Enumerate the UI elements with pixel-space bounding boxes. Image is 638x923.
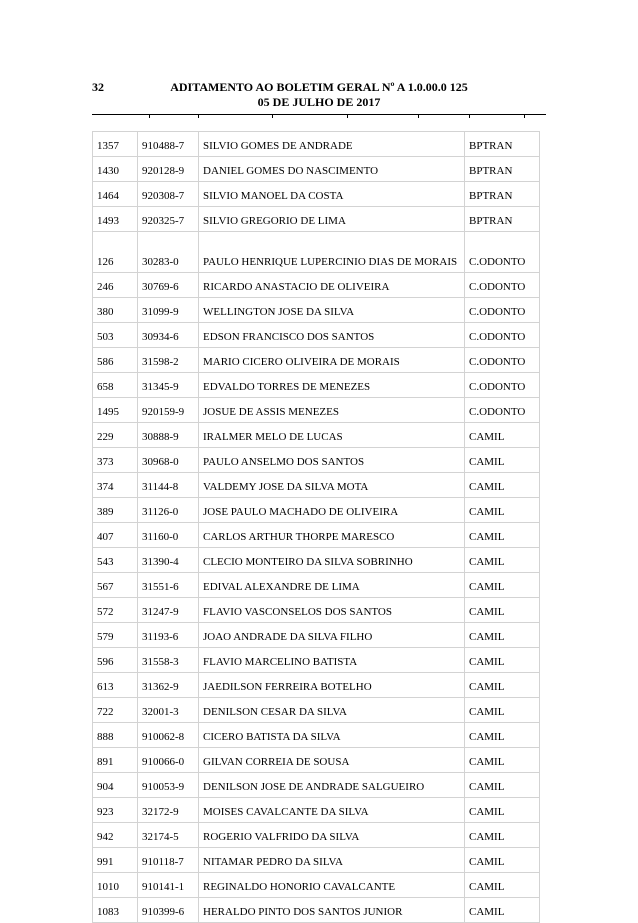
- table-row: [93, 423, 540, 448]
- person-name: PAULO HENRIQUE LUPERCINIO DIAS DE MORAIS: [199, 232, 465, 273]
- unit: BPTRAN: [465, 132, 540, 157]
- table-row: [93, 182, 540, 207]
- row-number: 1464: [93, 182, 138, 207]
- person-name: WELLINGTON JOSE DA SILVA: [199, 298, 465, 323]
- row-number: 380: [93, 298, 138, 323]
- personnel-table: [92, 131, 540, 923]
- row-number: 596: [93, 648, 138, 673]
- person-name: SILVIO GREGORIO DE LIMA: [199, 207, 465, 232]
- table-row: [93, 648, 540, 673]
- table-row: [93, 448, 540, 473]
- registration-number: 920128-9: [138, 157, 199, 182]
- row-number: 923: [93, 798, 138, 823]
- unit: CAMIL: [465, 548, 540, 573]
- person-name: PAULO ANSELMO DOS SANTOS: [199, 448, 465, 473]
- table-row: [93, 373, 540, 398]
- table-row: [93, 523, 540, 548]
- table-row: [93, 298, 540, 323]
- row-number: 888: [93, 723, 138, 748]
- unit: CAMIL: [465, 798, 540, 823]
- unit: BPTRAN: [465, 207, 540, 232]
- person-name: RICARDO ANASTACIO DE OLIVEIRA: [199, 273, 465, 298]
- row-number: 126: [93, 232, 138, 273]
- row-number: 1010: [93, 873, 138, 898]
- registration-number: 910062-8: [138, 723, 199, 748]
- table-row: [93, 598, 540, 623]
- person-name: EDVALDO TORRES DE MENEZES: [199, 373, 465, 398]
- table-row: [93, 623, 540, 648]
- person-name: HERALDO PINTO DOS SANTOS JUNIOR: [199, 898, 465, 923]
- person-name: MARIO CICERO OLIVEIRA DE MORAIS: [199, 348, 465, 373]
- registration-number: 920325-7: [138, 207, 199, 232]
- document-title: [92, 80, 546, 110]
- unit: C.ODONTO: [465, 348, 540, 373]
- unit: CAMIL: [465, 848, 540, 873]
- table-row: [93, 848, 540, 873]
- registration-number: 31193-6: [138, 623, 199, 648]
- unit: CAMIL: [465, 773, 540, 798]
- registration-number: 31551-6: [138, 573, 199, 598]
- person-name: JOSUE DE ASSIS MENEZES: [199, 398, 465, 423]
- page-number: 32: [92, 80, 104, 94]
- row-number: 389: [93, 498, 138, 523]
- header-divider-ticks: [92, 114, 546, 118]
- unit: CAMIL: [465, 648, 540, 673]
- row-number: 1083: [93, 898, 138, 923]
- registration-number: 31598-2: [138, 348, 199, 373]
- table-row: [93, 157, 540, 182]
- row-number: 503: [93, 323, 138, 348]
- unit: C.ODONTO: [465, 273, 540, 298]
- registration-number: 30934-6: [138, 323, 199, 348]
- title-line-1: ADITAMENTO AO BOLETIM GERAL Nº A 1.0.00.0 125: [170, 80, 468, 94]
- person-name: GILVAN CORREIA DE SOUSA: [199, 748, 465, 773]
- row-number: 373: [93, 448, 138, 473]
- table-row: [93, 232, 540, 273]
- person-name: SILVIO GOMES DE ANDRADE: [199, 132, 465, 157]
- registration-number: 910066-0: [138, 748, 199, 773]
- unit: CAMIL: [465, 723, 540, 748]
- person-name: CLECIO MONTEIRO DA SILVA SOBRINHO: [199, 548, 465, 573]
- unit: CAMIL: [465, 673, 540, 698]
- registration-number: 30888-9: [138, 423, 199, 448]
- unit: CAMIL: [465, 623, 540, 648]
- person-name: ROGERIO VALFRIDO DA SILVA: [199, 823, 465, 848]
- registration-number: 920159-9: [138, 398, 199, 423]
- table-row: [93, 823, 540, 848]
- row-number: 722: [93, 698, 138, 723]
- row-number: 1430: [93, 157, 138, 182]
- person-name: JOAO ANDRADE DA SILVA FILHO: [199, 623, 465, 648]
- registration-number: 910053-9: [138, 773, 199, 798]
- unit: CAMIL: [465, 423, 540, 448]
- row-number: 374: [93, 473, 138, 498]
- registration-number: 31362-9: [138, 673, 199, 698]
- person-name: FLAVIO MARCELINO BATISTA: [199, 648, 465, 673]
- row-number: 942: [93, 823, 138, 848]
- personnel-table-body: [93, 132, 540, 923]
- person-name: EDIVAL ALEXANDRE DE LIMA: [199, 573, 465, 598]
- unit: CAMIL: [465, 873, 540, 898]
- person-name: CARLOS ARTHUR THORPE MARESCO: [199, 523, 465, 548]
- title-line-2: 05 DE JULHO DE 2017: [257, 95, 381, 109]
- row-number: 567: [93, 573, 138, 598]
- row-number: 1495: [93, 398, 138, 423]
- table-row: [93, 698, 540, 723]
- unit: CAMIL: [465, 523, 540, 548]
- table-row: [93, 473, 540, 498]
- unit: BPTRAN: [465, 157, 540, 182]
- registration-number: 32001-3: [138, 698, 199, 723]
- registration-number: 30283-0: [138, 232, 199, 273]
- unit: C.ODONTO: [465, 398, 540, 423]
- row-number: 543: [93, 548, 138, 573]
- registration-number: 910399-6: [138, 898, 199, 923]
- registration-number: 910118-7: [138, 848, 199, 873]
- row-number: 904: [93, 773, 138, 798]
- table-row: [93, 498, 540, 523]
- registration-number: 31247-9: [138, 598, 199, 623]
- registration-number: 31160-0: [138, 523, 199, 548]
- registration-number: 30968-0: [138, 448, 199, 473]
- unit: C.ODONTO: [465, 373, 540, 398]
- registration-number: 31099-9: [138, 298, 199, 323]
- table-row: [93, 398, 540, 423]
- unit: C.ODONTO: [465, 323, 540, 348]
- row-number: 1357: [93, 132, 138, 157]
- table-row: [93, 132, 540, 157]
- registration-number: 910488-7: [138, 132, 199, 157]
- unit: CAMIL: [465, 573, 540, 598]
- table-row: [93, 548, 540, 573]
- person-name: EDSON FRANCISCO DOS SANTOS: [199, 323, 465, 348]
- table-row: [93, 207, 540, 232]
- person-name: DENILSON CESAR DA SILVA: [199, 698, 465, 723]
- unit: CAMIL: [465, 698, 540, 723]
- table-row: [93, 773, 540, 798]
- unit: CAMIL: [465, 498, 540, 523]
- person-name: REGINALDO HONORIO CAVALCANTE: [199, 873, 465, 898]
- registration-number: 920308-7: [138, 182, 199, 207]
- registration-number: 31144-8: [138, 473, 199, 498]
- table-row: [93, 873, 540, 898]
- person-name: DANIEL GOMES DO NASCIMENTO: [199, 157, 465, 182]
- person-name: IRALMER MELO DE LUCAS: [199, 423, 465, 448]
- table-row: [93, 898, 540, 923]
- row-number: 579: [93, 623, 138, 648]
- unit: C.ODONTO: [465, 298, 540, 323]
- unit: CAMIL: [465, 898, 540, 923]
- row-number: 407: [93, 523, 138, 548]
- registration-number: 32174-5: [138, 823, 199, 848]
- registration-number: 31345-9: [138, 373, 199, 398]
- table-row: [93, 798, 540, 823]
- row-number: 891: [93, 748, 138, 773]
- person-name: DENILSON JOSE DE ANDRADE SALGUEIRO: [199, 773, 465, 798]
- person-name: MOISES CAVALCANTE DA SILVA: [199, 798, 465, 823]
- row-number: 246: [93, 273, 138, 298]
- person-name: SILVIO MANOEL DA COSTA: [199, 182, 465, 207]
- registration-number: 30769-6: [138, 273, 199, 298]
- person-name: NITAMAR PEDRO DA SILVA: [199, 848, 465, 873]
- person-name: JOSE PAULO MACHADO DE OLIVEIRA: [199, 498, 465, 523]
- registration-number: 31390-4: [138, 548, 199, 573]
- unit: BPTRAN: [465, 182, 540, 207]
- person-name: CICERO BATISTA DA SILVA: [199, 723, 465, 748]
- table-row: [93, 348, 540, 373]
- unit: C.ODONTO: [465, 232, 540, 273]
- unit: CAMIL: [465, 823, 540, 848]
- row-number: 229: [93, 423, 138, 448]
- person-name: VALDEMY JOSE DA SILVA MOTA: [199, 473, 465, 498]
- registration-number: 32172-9: [138, 798, 199, 823]
- registration-number: 910141-1: [138, 873, 199, 898]
- person-name: JAEDILSON FERREIRA BOTELHO: [199, 673, 465, 698]
- row-number: 991: [93, 848, 138, 873]
- row-number: 572: [93, 598, 138, 623]
- person-name: FLAVIO VASCONSELOS DOS SANTOS: [199, 598, 465, 623]
- table-row: [93, 273, 540, 298]
- row-number: 658: [93, 373, 138, 398]
- registration-number: 31126-0: [138, 498, 199, 523]
- table-row: [93, 673, 540, 698]
- row-number: 1493: [93, 207, 138, 232]
- registration-number: 31558-3: [138, 648, 199, 673]
- unit: CAMIL: [465, 473, 540, 498]
- table-row: [93, 323, 540, 348]
- table-row: [93, 723, 540, 748]
- table-row: [93, 573, 540, 598]
- row-number: 586: [93, 348, 138, 373]
- table-row: [93, 748, 540, 773]
- unit: CAMIL: [465, 748, 540, 773]
- unit: CAMIL: [465, 448, 540, 473]
- unit: CAMIL: [465, 598, 540, 623]
- row-number: 613: [93, 673, 138, 698]
